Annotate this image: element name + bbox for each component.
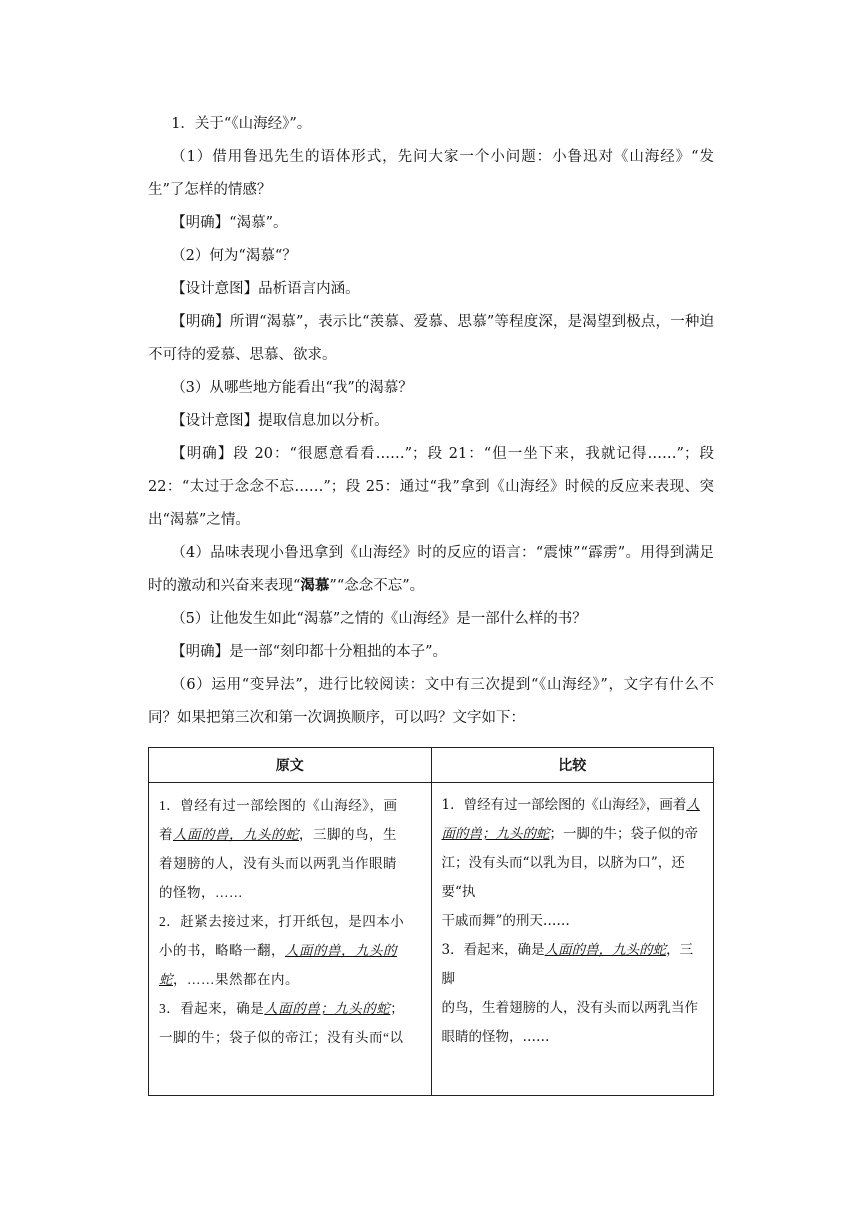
text-span: 3．看起来，确是 bbox=[159, 1001, 265, 1016]
text-line bbox=[159, 965, 423, 994]
original-text-cell bbox=[149, 783, 432, 1096]
paragraph-question-2: （2）何为“渴慕“？ bbox=[171, 248, 297, 264]
text-line: 江；没有头而“以乳为目，以脐为口”，还要“执 bbox=[441, 855, 685, 900]
table-row bbox=[149, 783, 714, 1096]
text-line bbox=[442, 791, 706, 820]
text-line bbox=[159, 936, 423, 965]
paragraph-answer-3: 【明确】段 20：“很愿意看看……”；段 21：“但一坐下来，我就记得……”；段 22：“太过于念念不忘……”；段 25：通过“我”拿到《山海经》时候的反应来表现、突出“渴慕”之情。 bbox=[148, 446, 714, 528]
text-line bbox=[442, 820, 706, 849]
text-span: ，三脚的鸟，生 bbox=[299, 827, 397, 842]
text-line: 2．赶紧去接过来，打开纸包，是四本小 bbox=[159, 914, 405, 929]
underlined-text: 人面的兽，九头的蛇 bbox=[173, 827, 299, 842]
text-line bbox=[442, 936, 706, 994]
underlined-text: 面的兽；九头的蛇 bbox=[441, 826, 550, 842]
underlined-text: 人面的兽，九头的蛇 bbox=[544, 942, 667, 958]
header-original: 原文 bbox=[149, 748, 432, 783]
text-line: 1．曾经有过一部绘图的《山海经》，画 bbox=[159, 798, 398, 813]
paragraph-question-1: （1）借用鲁迅先生的语体形式，先问大家一个小问题：小鲁迅对《山海经》“发生”了怎样的情感？ bbox=[148, 149, 714, 198]
paragraph-question-6: （6）运用“变异法”，进行比较阅读：文中有三次提到“《山海经》”，文字有什么不同？如果把第三次和第一次调换顺序，可以吗？文字如下： bbox=[148, 677, 714, 726]
text-span: ； bbox=[390, 1001, 405, 1016]
text-line bbox=[159, 994, 423, 1023]
text-line: 干戚而舞”的刑天…… bbox=[441, 913, 570, 929]
header-compare: 比较 bbox=[431, 748, 714, 783]
text-line bbox=[159, 820, 423, 849]
underlined-text: 人 bbox=[686, 797, 700, 813]
paragraph-question-3: （3）从哪些地方能看出“我”的渴慕？ bbox=[171, 380, 413, 396]
underlined-text: 人面的兽；九头的蛇 bbox=[264, 1001, 391, 1016]
text-line: 眼睛的怪物，…… bbox=[441, 1029, 550, 1045]
paragraph-design-intent-1: 【设计意图】品析语言内涵。 bbox=[171, 281, 360, 297]
text-line: 一脚的牛；袋子似的帝江；没有头而“以 bbox=[159, 1030, 404, 1045]
paragraph-question-5: （5）让他发生如此“渴慕”之情的《山海经》是一部什么样的书？ bbox=[171, 611, 587, 627]
text-span: ，……果然都在内。 bbox=[173, 972, 299, 987]
table-header-row bbox=[149, 748, 714, 783]
text-span: ；一脚的牛；袋子似的帝 bbox=[549, 826, 698, 842]
paragraph-question-4 bbox=[148, 537, 714, 603]
comparison-table bbox=[148, 747, 714, 1096]
bold-keyword: 渴慕 bbox=[300, 578, 330, 594]
text-line: 着翅膀的人，没有头而以两乳当作眼睛 bbox=[159, 856, 397, 871]
text-line: 的鸟，生着翅膀的人，没有头而以两乳当作 bbox=[441, 1000, 698, 1016]
body-text bbox=[148, 108, 714, 735]
underlined-text: 人面的兽，九头的 bbox=[285, 943, 397, 958]
paragraph-question-4-text: （4）品味表现小鲁迅拿到《山海经》时的反应的语言：“震悚”“霹雳”。用得到满足时的激动和兴奋来表现“ bbox=[148, 545, 714, 594]
text-span: 着 bbox=[159, 827, 173, 842]
paragraph-answer-5: 【明确】是一部“刻印都十分粗拙的本子”。 bbox=[171, 644, 448, 660]
paragraph-answer-2: 【明确】所谓“渴慕”，表示比“羡慕、爱慕、思慕”等程度深，是渴望到极点，一种迫不可待的爱慕、思慕、欲求。 bbox=[148, 314, 714, 363]
paragraph-design-intent-2: 【设计意图】提取信息加以分析。 bbox=[171, 413, 389, 429]
paragraph-answer-1: 【明确】“渴慕”。 bbox=[171, 215, 288, 231]
text-span: ，三脚 bbox=[441, 942, 694, 987]
paragraph-question-4-tail: ”“念念不忘”。 bbox=[329, 578, 425, 594]
paragraph-heading: 1．关于“《山海经》”。 bbox=[171, 116, 312, 132]
underlined-text: 蛇 bbox=[159, 972, 173, 987]
text-span: 1．曾经有过一部绘图的《山海经》，画着 bbox=[441, 797, 687, 813]
text-span: 3．看起来，确是 bbox=[441, 942, 545, 958]
comparison-text-cell bbox=[431, 783, 714, 1096]
text-line: 的怪物，…… bbox=[159, 885, 243, 900]
text-span: 小的书，略略一翻， bbox=[159, 943, 285, 958]
